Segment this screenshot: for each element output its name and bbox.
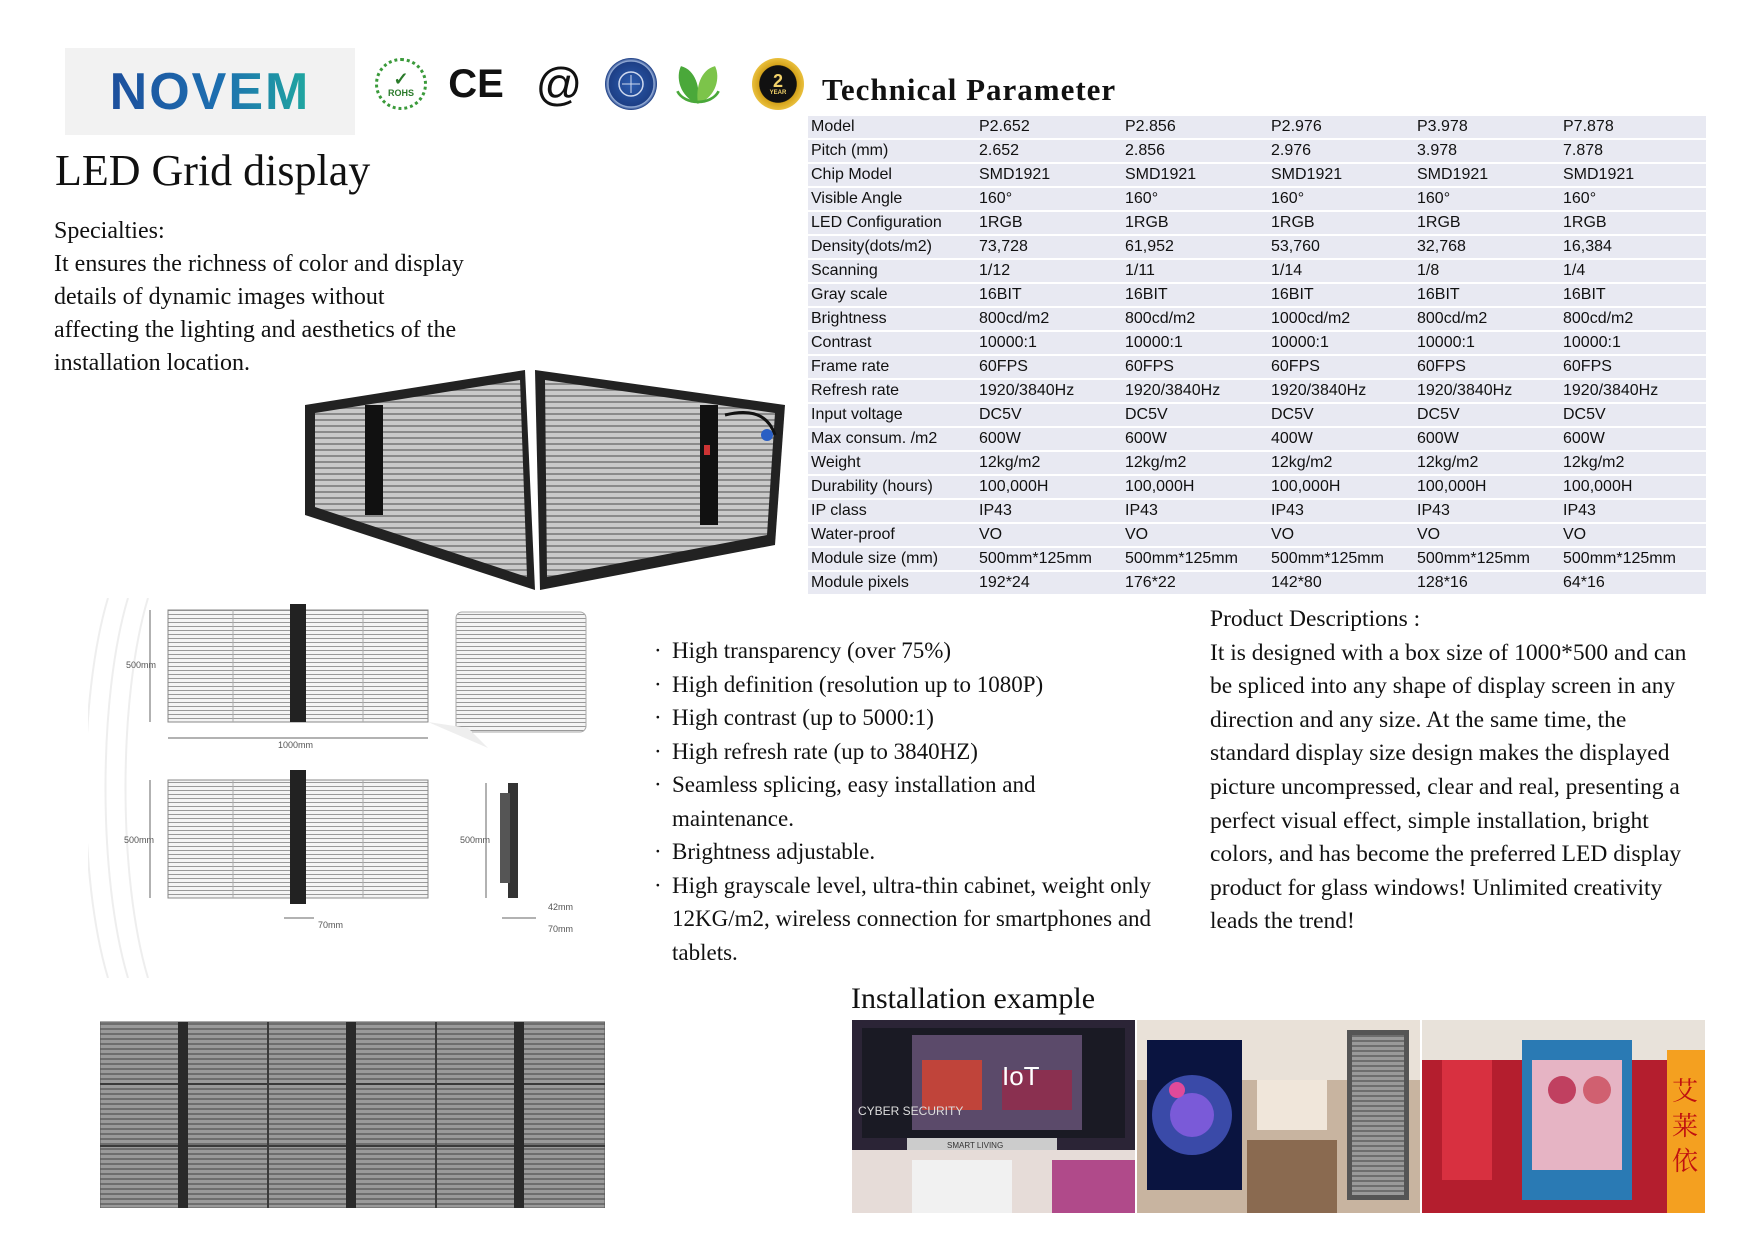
table-cell: VO (976, 524, 1122, 546)
table-cell: 60FPS (1122, 356, 1268, 378)
table-cell: 32,768 (1414, 236, 1560, 258)
feature-item: · High definition (resolution up to 1080P) (652, 668, 1152, 702)
table-cell: 800cd/m2 (1414, 308, 1560, 330)
table-cell: 600W (1560, 428, 1706, 450)
features-list (652, 634, 1152, 969)
table-cell: 16,384 (1560, 236, 1706, 258)
table-cell: 60FPS (1414, 356, 1560, 378)
table-cell: 64*16 (1560, 572, 1706, 594)
table-row-label: IP class (808, 500, 976, 522)
table-cell: SMD1921 (1560, 164, 1706, 186)
table-cell: 100,000H (1268, 476, 1414, 498)
section-title: Technical Parameter (822, 72, 1117, 107)
table-cell: VO (1414, 524, 1560, 546)
table-cell: 500mm*125mm (1560, 548, 1706, 570)
table-row (808, 140, 1706, 162)
spliced-grid-array-image (100, 1018, 605, 1208)
table-cell: 500mm*125mm (1122, 548, 1268, 570)
table-cell: 1920/3840Hz (976, 380, 1122, 402)
table-cell: 2.976 (1268, 140, 1414, 162)
table-cell: 100,000H (1122, 476, 1268, 498)
table-cell: 600W (976, 428, 1122, 450)
feature-item: · High transparency (over 75%) (652, 634, 1152, 668)
table-cell: DC5V (976, 404, 1122, 426)
table-cell: 160° (976, 188, 1122, 210)
table-cell: 142*80 (1268, 572, 1414, 594)
led-grid-product-image (305, 365, 785, 595)
table-cell: 60FPS (1560, 356, 1706, 378)
table-cell: 192*24 (976, 572, 1122, 594)
table-cell: 800cd/m2 (1122, 308, 1268, 330)
table-cell: IP43 (976, 500, 1122, 522)
table-cell: 1/11 (1122, 260, 1268, 282)
table-cell: 100,000H (976, 476, 1122, 498)
table-cell: VO (1560, 524, 1706, 546)
table-row-label: Density(dots/m2) (808, 236, 976, 258)
table-row (808, 380, 1706, 402)
table-cell: VO (1122, 524, 1268, 546)
table-cell: P7.878 (1560, 116, 1706, 138)
table-cell: 1920/3840Hz (1560, 380, 1706, 402)
table-row (808, 428, 1706, 450)
table-cell: P3.978 (1414, 116, 1560, 138)
table-cell: 500mm*125mm (1268, 548, 1414, 570)
table-row (808, 164, 1706, 186)
table-cell: 1920/3840Hz (1122, 380, 1268, 402)
table-cell: 7.878 (1560, 140, 1706, 162)
table-cell: 16BIT (1414, 284, 1560, 306)
eco-leaf-icon (672, 58, 724, 110)
table-cell: 160° (1414, 188, 1560, 210)
specialties-text: It ensures the richness of color and display details of dynamic images without affecting the lighting and aesthetics of the installation location. (54, 251, 464, 376)
dim-label-d2: 42mm (548, 902, 574, 912)
table-cell: 16BIT (1122, 284, 1268, 306)
installation-photo-atrium (1422, 1020, 1705, 1213)
table-cell: IP43 (1414, 500, 1560, 522)
table-row-label: LED Configuration (808, 212, 976, 234)
table-cell: 16BIT (1268, 284, 1414, 306)
table-cell: 1920/3840Hz (1268, 380, 1414, 402)
table-cell: 10000:1 (1122, 332, 1268, 354)
table-row (808, 212, 1706, 234)
dim-label-h1: 500mm (126, 660, 157, 670)
table-row-label: Visible Angle (808, 188, 976, 210)
table-row (808, 452, 1706, 474)
table-row-label: Brightness (808, 308, 976, 330)
photo3-char3: 依 (1672, 1147, 1699, 1177)
table-row (808, 260, 1706, 282)
brand-logo-text: NOVEM (109, 62, 311, 121)
table-cell: 500mm*125mm (1414, 548, 1560, 570)
table-cell: 800cd/m2 (1560, 308, 1706, 330)
rohs-label: ROHS (387, 88, 414, 98)
feature-item: · High refresh rate (up to 3840HZ) (652, 735, 1152, 769)
table-row (808, 284, 1706, 306)
at-label: @ (535, 58, 583, 110)
rohs-icon: ✓ ROHS (375, 58, 427, 110)
table-cell: 10000:1 (1560, 332, 1706, 354)
table-cell: 1RGB (1560, 212, 1706, 234)
table-cell: 1/4 (1560, 260, 1706, 282)
photo1-iot-text: IoT (1002, 1061, 1040, 1091)
warranty-number: 2 (772, 71, 783, 91)
table-row-label: Input voltage (808, 404, 976, 426)
table-row-label: Module size (mm) (808, 548, 976, 570)
table-cell: 100,000H (1414, 476, 1560, 498)
table-row-label: Chip Model (808, 164, 976, 186)
table-row-label: Contrast (808, 332, 976, 354)
table-cell: 1/14 (1268, 260, 1414, 282)
table-cell: 500mm*125mm (976, 548, 1122, 570)
description-text: It is designed with a box size of 1000*500 and can be spliced into any shape of display screen in any direction and any size. At the same time, the standard display size design makes the displayed picture uncompressed, clear and real, presenting a perfect visual effect, simple installation, bright colors, and has become the preferred LED display product for glass windows! Unlimited creativity leads the trend! (1210, 639, 1687, 935)
table-cell: 1920/3840Hz (1414, 380, 1560, 402)
spec-table (808, 114, 1706, 596)
table-row-label: Module pixels (808, 572, 976, 594)
table-row-label: Model (808, 116, 976, 138)
dim-label-d3: 70mm (548, 924, 574, 934)
table-cell: 1/12 (976, 260, 1122, 282)
specialties-block (54, 215, 464, 380)
description-heading: Product Descriptions : (1210, 606, 1421, 632)
installation-photo-mall (1137, 1020, 1420, 1213)
table-cell: 10000:1 (1414, 332, 1560, 354)
table-cell: P2.976 (1268, 116, 1414, 138)
table-row-label: Weight (808, 452, 976, 474)
table-cell: 600W (1414, 428, 1560, 450)
table-cell: IP43 (1560, 500, 1706, 522)
table-cell: 61,952 (1122, 236, 1268, 258)
photo3-char1: 艾 (1672, 1077, 1699, 1107)
table-cell: VO (1268, 524, 1414, 546)
table-cell: P2.652 (976, 116, 1122, 138)
table-row-label: Refresh rate (808, 380, 976, 402)
table-cell: SMD1921 (1122, 164, 1268, 186)
table-cell: 12kg/m2 (976, 452, 1122, 474)
table-cell: 100,000H (1560, 476, 1706, 498)
table-row (808, 524, 1706, 546)
table-cell: SMD1921 (1414, 164, 1560, 186)
table-cell: 12kg/m2 (1122, 452, 1268, 474)
table-row (808, 236, 1706, 258)
table-row (808, 356, 1706, 378)
table-cell: 60FPS (976, 356, 1122, 378)
feature-item: · High grayscale level, ultra-thin cabinet, weight only 12KG/m2, wireless connection for smartphones and tablets. (652, 869, 1152, 970)
ce-icon (446, 58, 506, 110)
table-cell: 60FPS (1268, 356, 1414, 378)
table-row-label: Max consum. /m2 (808, 428, 976, 450)
table-cell: DC5V (1560, 404, 1706, 426)
photo3-char2: 莱 (1672, 1112, 1699, 1142)
table-row (808, 500, 1706, 522)
dim-label-h2: 500mm (124, 835, 155, 845)
table-cell: 10000:1 (1268, 332, 1414, 354)
table-cell: 16BIT (976, 284, 1122, 306)
table-cell: IP43 (1268, 500, 1414, 522)
table-cell: 12kg/m2 (1560, 452, 1706, 474)
specialties-heading: Specialties: (54, 218, 165, 244)
table-cell: DC5V (1414, 404, 1560, 426)
table-cell: 10000:1 (976, 332, 1122, 354)
table-cell: 128*16 (1414, 572, 1560, 594)
table-row-label: Frame rate (808, 356, 976, 378)
table-cell: SMD1921 (1268, 164, 1414, 186)
table-row-label: Scanning (808, 260, 976, 282)
table-cell: 400W (1268, 428, 1414, 450)
dim-label-h3: 500mm (460, 835, 491, 845)
table-cell: 800cd/m2 (976, 308, 1122, 330)
table-cell: 160° (1122, 188, 1268, 210)
table-row-label: Pitch (mm) (808, 140, 976, 162)
table-cell: 12kg/m2 (1414, 452, 1560, 474)
dim-label-w1: 1000mm (278, 740, 314, 750)
installation-photo-storefront (852, 1020, 1135, 1213)
table-cell: 53,760 (1268, 236, 1414, 258)
table-row (808, 548, 1706, 570)
table-cell: 1RGB (976, 212, 1122, 234)
table-row (808, 332, 1706, 354)
dimension-diagram (88, 598, 618, 978)
feature-item: · High contrast (up to 5000:1) (652, 701, 1152, 735)
table-cell: 3.978 (1414, 140, 1560, 162)
dim-label-d1: 70mm (318, 920, 344, 930)
table-row-label: Gray scale (808, 284, 976, 306)
description-block (1210, 603, 1710, 939)
photo1-cyber-text: CYBER SECURITY (858, 1104, 964, 1118)
at-sign-icon (533, 58, 585, 110)
table-cell: 1RGB (1414, 212, 1560, 234)
page-title: LED Grid display (55, 146, 371, 195)
table-row (808, 572, 1706, 594)
ce-label: CE (448, 61, 504, 106)
warranty-text: YEAR (769, 90, 787, 96)
table-row (808, 476, 1706, 498)
table-cell: 160° (1268, 188, 1414, 210)
table-cell: SMD1921 (976, 164, 1122, 186)
table-cell: 73,728 (976, 236, 1122, 258)
table-cell: 16BIT (1560, 284, 1706, 306)
table-cell: 12kg/m2 (1268, 452, 1414, 474)
table-cell: 160° (1560, 188, 1706, 210)
table-cell: 600W (1122, 428, 1268, 450)
feature-item: · Seamless splicing, easy installation and maintenance. (652, 768, 1152, 835)
table-cell: 1/8 (1414, 260, 1560, 282)
table-row-label: Durability (hours) (808, 476, 976, 498)
brand-logo (65, 48, 355, 135)
table-row (808, 188, 1706, 210)
table-cell: 1RGB (1268, 212, 1414, 234)
table-cell: 2.856 (1122, 140, 1268, 162)
table-row (808, 116, 1706, 138)
table-cell: DC5V (1268, 404, 1414, 426)
table-cell: DC5V (1122, 404, 1268, 426)
table-cell: P2.856 (1122, 116, 1268, 138)
iso-seal-icon (605, 58, 657, 110)
feature-item: · Brightness adjustable. (652, 835, 1152, 869)
table-row (808, 404, 1706, 426)
table-cell: IP43 (1122, 500, 1268, 522)
table-row (808, 308, 1706, 330)
table-row-label: Water-proof (808, 524, 976, 546)
table-cell: 2.652 (976, 140, 1122, 162)
installation-title: Installation example (851, 982, 1096, 1015)
warranty-badge-icon (752, 58, 804, 110)
photo1-smart-text: SMART LIVING (947, 1141, 1004, 1150)
table-cell: 1000cd/m2 (1268, 308, 1414, 330)
table-cell: 176*22 (1122, 572, 1268, 594)
table-cell: 1RGB (1122, 212, 1268, 234)
